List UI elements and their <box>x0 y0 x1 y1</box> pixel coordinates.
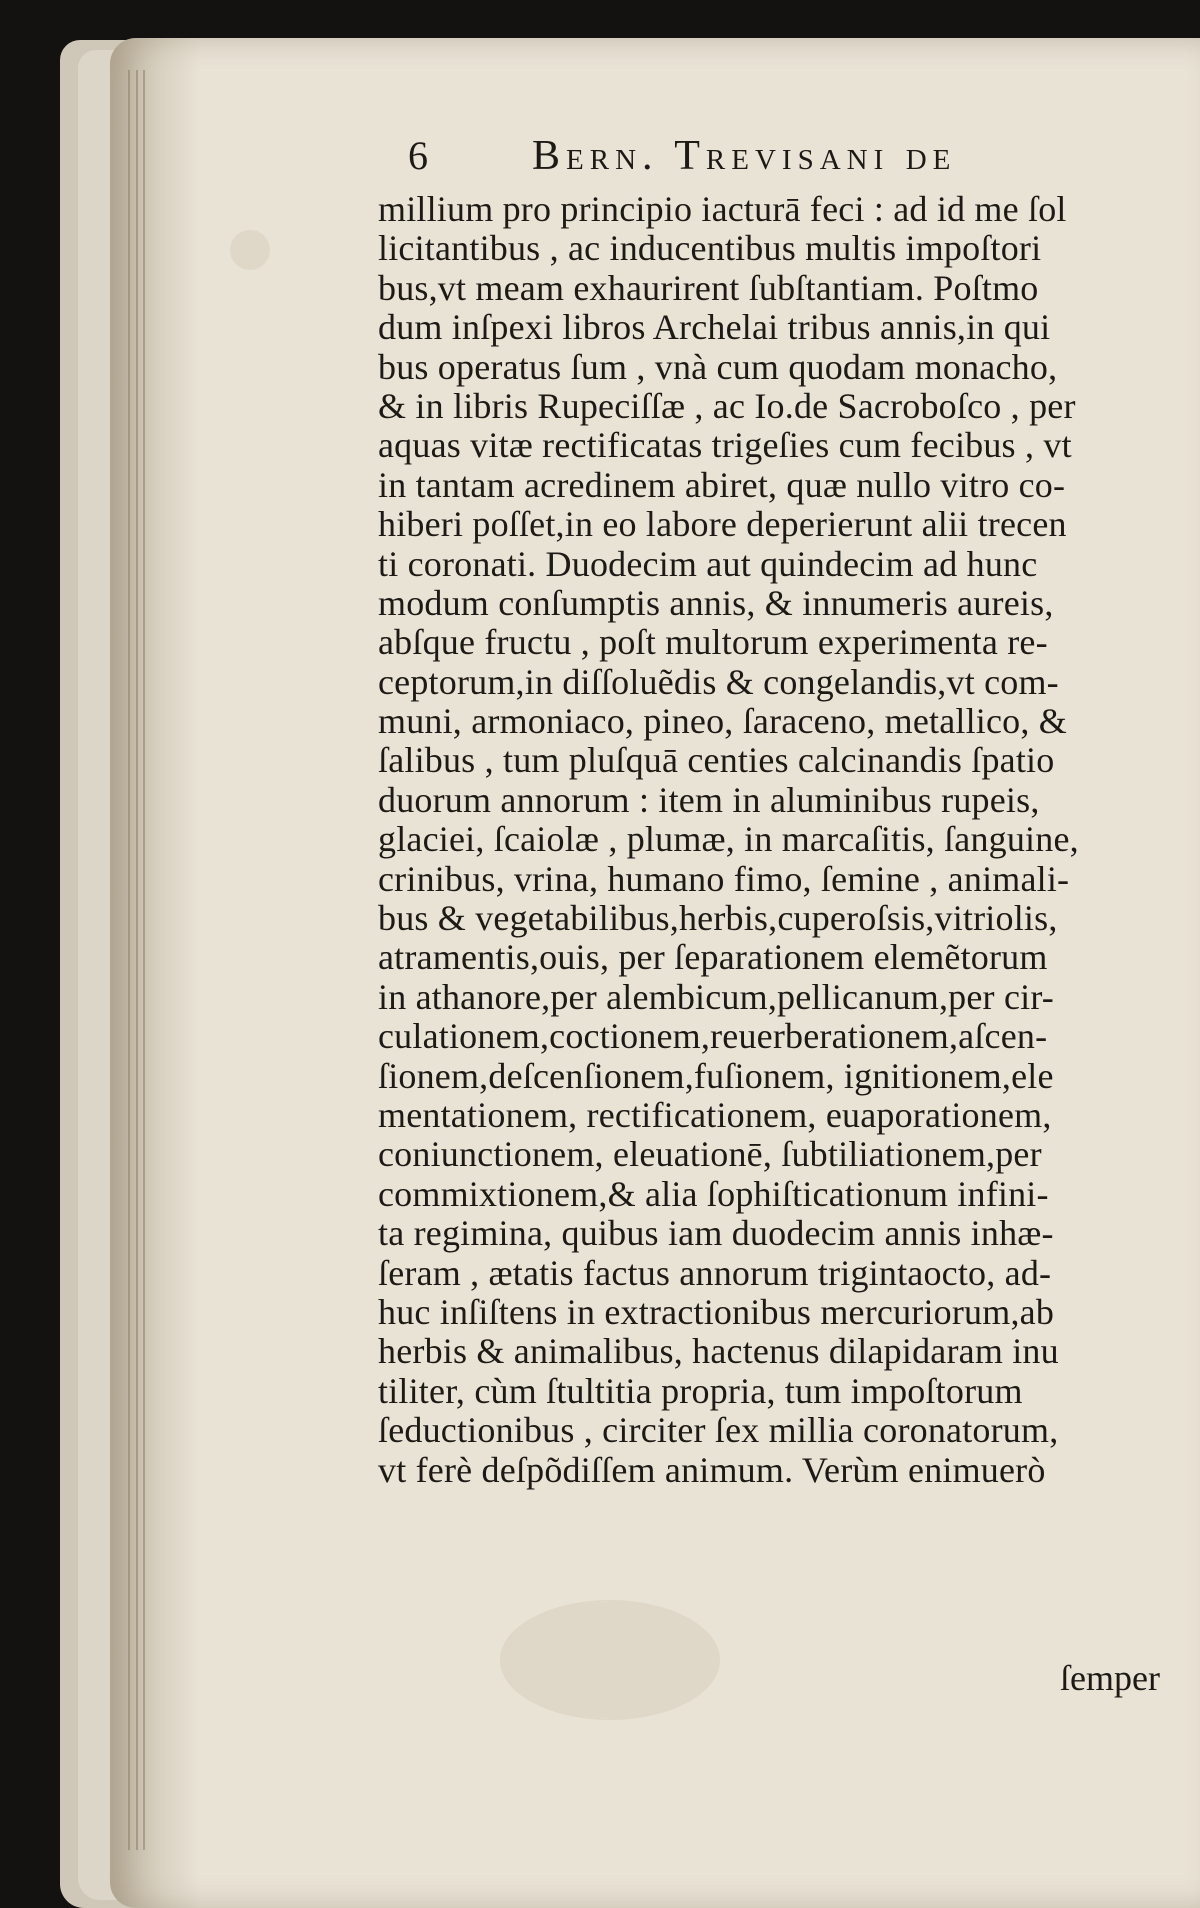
text-line: muni, armoniaco, pineo, ſaraceno, metallico, & <box>378 701 1067 742</box>
text-line: ſalibus , tum pluſquā centies calcinandis ſpatio <box>378 740 1055 781</box>
text-line: dum inſpexi libros Archelai tribus annis,in qui <box>378 307 1051 348</box>
text-line: huc inſiſtens in extractionibus mercuriorum,ab <box>378 1291 1055 1332</box>
catchword: ſemper <box>1060 1658 1160 1698</box>
text-line: modum conſumptis annis, & innumeris aureis, <box>378 582 1054 623</box>
text-line: ceptorum,in diſſoluẽdis & congelandis,vt com- <box>378 661 1059 702</box>
text-line: licitantibus , ac inducentibus multis impoſtori <box>378 228 1042 269</box>
page-number: 6 <box>408 133 428 178</box>
text-line: crinibus, vrina, humano fimo, ſemine , animali- <box>378 858 1070 899</box>
page-edge-line <box>136 70 138 1850</box>
text-line: in tantam acredinem abiret, quæ nullo vitro co- <box>378 464 1066 505</box>
running-title: Bern. Trevisani de <box>532 133 957 179</box>
text-line: ſeductionibus , circiter ſex millia coronatorum, <box>378 1410 1059 1451</box>
text-line: & in libris Rupeciſſæ , ac Io.de Sacroboſco , per <box>378 385 1076 426</box>
text-line: ſionem,deſcenſionem,fuſionem, ignitionem,ele <box>378 1055 1054 1096</box>
text-line: atramentis,ouis, per ſeparationem elemẽtorum <box>378 937 1048 978</box>
text-line: herbis & animalibus, hactenus dilapidaram inu <box>378 1331 1059 1372</box>
text-line: bus & vegetabilibus,herbis,cuperoſsis,vitriolis, <box>378 898 1058 939</box>
text-line: abſque fructu , poſt multorum experimenta re- <box>378 622 1048 663</box>
text-line: in athanore,per alembicum,pellicanum,per cir- <box>378 976 1054 1017</box>
paper-stain <box>230 230 270 270</box>
text-line: vt ferè deſpõdiſſem animum. Verùm enimuerò <box>378 1449 1046 1490</box>
text-line: culationem,coctionem,reuerberationem,aſcen- <box>378 1016 1048 1057</box>
page-edge-line <box>143 70 145 1850</box>
body-text <box>378 190 1200 1750</box>
text-line: bus operatus ſum , vnà cum quodam monacho, <box>378 346 1058 387</box>
text-line: hiberi poſſet,in eo labore deperierunt alii trecen <box>378 504 1067 545</box>
page-gutter-shadow <box>110 38 200 1908</box>
page-header <box>400 128 1200 188</box>
text-line: ſeram , ætatis factus annorum trigintaocto, ad- <box>378 1252 1052 1293</box>
page-edge-line <box>128 70 130 1850</box>
text-line: millium pro principio iacturā feci : ad id me ſol <box>378 190 1067 229</box>
text-line: glaciei, ſcaiolæ , plumæ, in marcaſitis, ſanguine, <box>378 819 1079 860</box>
text-line: ta regimina, quibus iam duodecim annis inhæ- <box>378 1213 1054 1254</box>
text-line: coniunctionem, eleuationē, ſubtiliationem,per <box>378 1134 1042 1175</box>
text-line: aquas vitæ rectificatas trigeſies cum fecibus , vt <box>378 425 1072 466</box>
text-line: duorum annorum : item in aluminibus rupeis, <box>378 779 1040 820</box>
text-line: bus,vt meam exhaurirent ſubſtantiam. Poſtmo <box>378 267 1039 308</box>
text-line: ti coronati. Duodecim aut quindecim ad hunc <box>378 543 1038 584</box>
text-line: tiliter, cùm ſtultitia propria, tum impoſtorum <box>378 1370 1023 1411</box>
text-line: commixtionem,& alia ſophiſticationum infini- <box>378 1173 1049 1214</box>
text-line: mentationem, rectificationem, euaporationem, <box>378 1094 1052 1135</box>
